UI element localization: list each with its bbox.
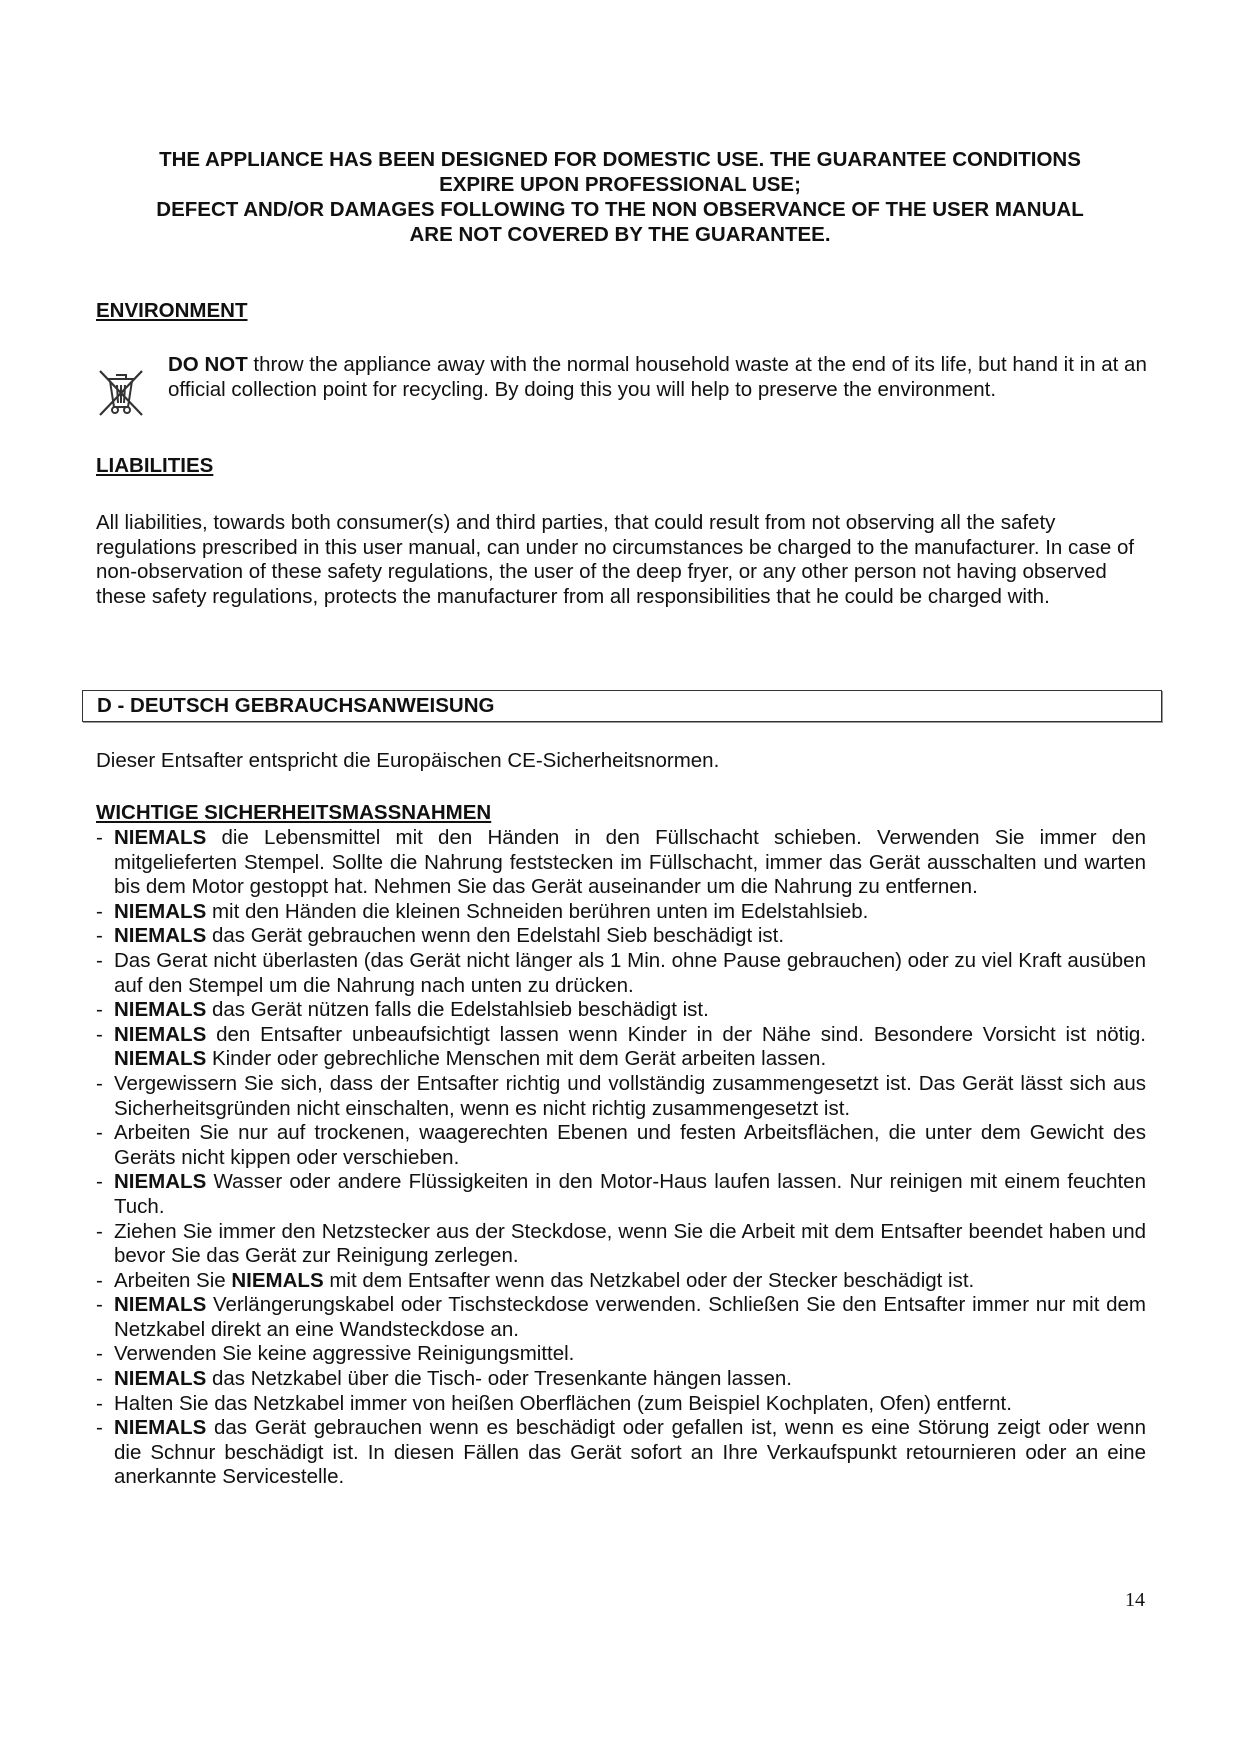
item-text-run: das Gerät gebrauchen wenn den Edelstahl Sieb beschädigt ist. bbox=[206, 924, 785, 948]
safety-list-item bbox=[96, 998, 1146, 1023]
safety-list-item bbox=[96, 900, 1146, 925]
item-text-run: Das Gerat nicht überlasten (das Gerät nicht länger als 1 Min. ohne Pause gebrauchen) oder zu viel Kraft ausüben auf den Stempel um die Nahrung nach unten zu drücken. bbox=[114, 948, 1146, 997]
safety-list-item bbox=[96, 1269, 1146, 1294]
niemals-emphasis: NIEMALS bbox=[231, 1268, 324, 1292]
safety-list-item bbox=[96, 1416, 1146, 1490]
safety-item-text bbox=[114, 1416, 1146, 1490]
item-text-run: Verwenden Sie keine aggressive Reinigungsmittel. bbox=[114, 1342, 575, 1366]
safety-item-text bbox=[114, 900, 1146, 925]
safety-item-text bbox=[114, 1293, 1146, 1342]
safety-list-item bbox=[96, 1023, 1146, 1072]
niemals-emphasis: NIEMALS bbox=[114, 1367, 207, 1391]
liabilities-heading: LIABILITIES bbox=[96, 454, 214, 477]
safety-list-item bbox=[96, 1220, 1146, 1269]
safety-list bbox=[96, 826, 1146, 1490]
safety-list-item bbox=[96, 1293, 1146, 1342]
safety-item-text bbox=[114, 826, 1146, 900]
german-intro: Dieser Entsafter entspricht die Europäischen CE-Sicherheitsnormen. bbox=[96, 749, 720, 772]
safety-item-text bbox=[114, 1269, 1146, 1294]
safety-item-text bbox=[114, 1342, 1146, 1367]
niemals-emphasis: NIEMALS bbox=[114, 1022, 207, 1046]
safety-item-text bbox=[114, 1392, 1146, 1417]
item-text-run: Arbeiten Sie nur auf trockenen, waagerechten Ebenen und festen Arbeitsflächen, die unter dem Gewicht des Geräts nicht kippen oder verschieben. bbox=[114, 1121, 1146, 1169]
warning-line: ARE NOT COVERED BY THE GUARANTEE. bbox=[409, 223, 831, 246]
niemals-emphasis: NIEMALS bbox=[114, 899, 207, 923]
niemals-emphasis: NIEMALS bbox=[114, 826, 207, 849]
german-section-title: D - DEUTSCH GEBRAUCHSANWEISUNG bbox=[82, 690, 1162, 722]
safety-list-item bbox=[96, 1072, 1146, 1121]
list-bullet: - bbox=[96, 1342, 103, 1366]
safety-item-text bbox=[114, 1072, 1146, 1121]
safety-list-item bbox=[96, 949, 1146, 998]
list-bullet: - bbox=[96, 924, 103, 948]
item-text-run: Ziehen Sie immer den Netzstecker aus der Steckdose, wenn Sie die Arbeit mit dem Entsafter beendet haben und bevor Sie das Gerät zur Reinigung zerlegen. bbox=[114, 1219, 1146, 1268]
list-bullet: - bbox=[96, 1022, 103, 1046]
safety-item-text bbox=[114, 949, 1146, 998]
list-bullet: - bbox=[96, 826, 103, 849]
safety-item-text bbox=[114, 1220, 1146, 1269]
list-bullet: - bbox=[96, 1219, 103, 1243]
list-bullet: - bbox=[96, 1367, 103, 1391]
item-text-run: mit dem Entsafter wenn das Netzkabel oder der Stecker beschädigt ist. bbox=[323, 1268, 975, 1292]
warning-line: EXPIRE UPON PROFESSIONAL USE; bbox=[439, 173, 801, 196]
safety-item-text bbox=[114, 1367, 1146, 1392]
niemals-emphasis: NIEMALS bbox=[114, 924, 207, 948]
environment-text: throw the appliance away with the normal household waste at the end of its life, but hand it in at an official collection point for recycling. By doing this you will help to preserve the environment. bbox=[168, 353, 1147, 401]
item-text-run: Wasser oder andere Flüssigkeiten in den Motor-Haus laufen lassen. Nur reinigen mit einem feuchten Tuch. bbox=[114, 1170, 1146, 1218]
safety-item-text bbox=[114, 998, 1146, 1023]
list-bullet: - bbox=[96, 948, 103, 972]
item-text-run: das Gerät gebrauchen wenn es beschädigt oder gefallen ist, wenn es eine Störung zeigt oder wenn die Schnur beschädigt ist. In diesen Fällen das Gerät sofort an Ihre Verkaufspunkt retournieren oder an eine anerkannte Servicestelle. bbox=[114, 1416, 1146, 1489]
list-bullet: - bbox=[96, 1293, 103, 1317]
list-bullet: - bbox=[96, 1416, 103, 1440]
safety-list-item bbox=[96, 1170, 1146, 1219]
list-bullet: - bbox=[96, 1391, 103, 1415]
guarantee-warning bbox=[100, 147, 1140, 247]
environment-heading: ENVIRONMENT bbox=[96, 299, 248, 322]
item-text-run: Kinder oder gebrechliche Menschen mit dem Gerät arbeiten lassen. bbox=[206, 1047, 827, 1071]
item-text-run: Verlängerungskabel oder Tischsteckdose verwenden. Schließen Sie den Entsafter immer nur mit dem Netzkabel direkt an eine Wandsteckdose an. bbox=[114, 1293, 1146, 1341]
item-text-run: das Gerät nützen falls die Edelstahlsieb beschädigt ist. bbox=[206, 998, 709, 1022]
crossed-out-wheelie-bin-icon bbox=[96, 367, 146, 419]
niemals-emphasis: NIEMALS bbox=[114, 1047, 207, 1071]
environment-paragraph bbox=[168, 353, 1158, 402]
safety-item-text bbox=[114, 1170, 1146, 1219]
safety-list-item bbox=[96, 826, 1146, 900]
list-bullet: - bbox=[96, 1121, 103, 1145]
niemals-emphasis: NIEMALS bbox=[114, 1416, 207, 1440]
item-text-run: Arbeiten Sie bbox=[114, 1268, 232, 1292]
safety-list-item bbox=[96, 1342, 1146, 1367]
niemals-emphasis: NIEMALS bbox=[114, 1170, 207, 1194]
safety-item-text bbox=[114, 1121, 1146, 1170]
item-text-run: die Lebensmittel mit den Händen in den Füllschacht schieben. Verwenden Sie immer den mitgelieferten Stempel. Sollte die Nahrung feststecken im Füllschacht, immer das Gerät ausschalten und warten bis dem Motor gestoppt hat. Nehmen Sie das Gerät auseinander um die Nahrung zu entfernen. bbox=[114, 826, 1146, 899]
item-text-run: den Entsafter unbeaufsichtigt lassen wenn Kinder in der Nähe sind. Besondere Vorsicht ist nötig. bbox=[206, 1022, 1146, 1046]
safety-list-item bbox=[96, 1392, 1146, 1417]
liabilities-paragraph: All liabilities, towards both consumer(s) and third parties, that could result from not observing all the safety regulations prescribed in this user manual, can under no circumstances be charged to the manufacturer. In case of non-observation of these safety regulations, the user of the deep fryer, or any other person not having observed these safety regulations, protects the manufacturer from all responsibilities that he could be charged with. bbox=[96, 511, 1135, 608]
safety-list-item bbox=[96, 1367, 1146, 1392]
niemals-emphasis: NIEMALS bbox=[114, 998, 207, 1022]
list-bullet: - bbox=[96, 1071, 103, 1095]
item-text-run: Halten Sie das Netzkabel immer von heißen Oberflächen (zum Beispiel Kochplaten, Ofen) entfernt. bbox=[114, 1391, 1012, 1415]
warning-line: THE APPLIANCE HAS BEEN DESIGNED FOR DOMESTIC USE. THE GUARANTEE CONDITIONS bbox=[159, 148, 1081, 171]
do-not-label: DO NOT bbox=[168, 353, 248, 376]
safety-list-item bbox=[96, 924, 1146, 949]
list-bullet: - bbox=[96, 899, 103, 923]
safety-heading: WICHTIGE SICHERHEITSMASSNAHMEN bbox=[96, 801, 492, 824]
safety-list-item bbox=[96, 1121, 1146, 1170]
warning-line: DEFECT AND/OR DAMAGES FOLLOWING TO THE NON OBSERVANCE OF THE USER MANUAL bbox=[156, 198, 1084, 221]
item-text-run: Vergewissern Sie sich, dass der Entsafter richtig und vollständig zusammengesetzt ist. Das Gerät lässt sich aus Sicherheitsgründen nicht einschalten, wenn es nicht richtig zusammengesetzt ist. bbox=[114, 1071, 1146, 1120]
list-bullet: - bbox=[96, 1268, 103, 1292]
item-text-run: das Netzkabel über die Tisch- oder Tresenkante hängen lassen. bbox=[206, 1367, 792, 1391]
safety-item-text bbox=[114, 924, 1146, 949]
item-text-run: mit den Händen die kleinen Schneiden berühren unten im Edelstahlsieb. bbox=[206, 899, 869, 923]
safety-item-text bbox=[114, 1023, 1146, 1072]
niemals-emphasis: NIEMALS bbox=[114, 1293, 207, 1317]
list-bullet: - bbox=[96, 998, 103, 1022]
list-bullet: - bbox=[96, 1170, 103, 1194]
page-number: 14 bbox=[1125, 1589, 1145, 1611]
